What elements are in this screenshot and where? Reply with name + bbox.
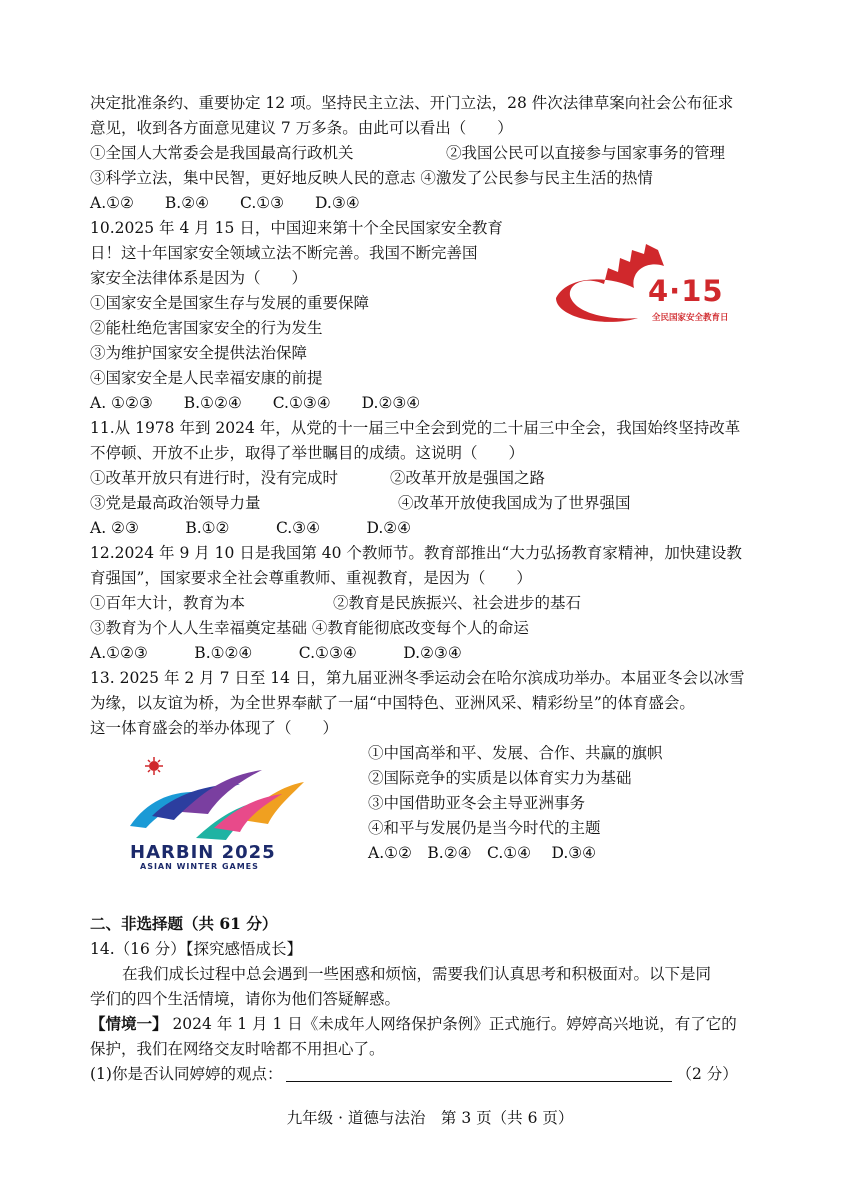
scenario-label: 【情境一】	[90, 1014, 168, 1033]
harbin-emblem-icon	[122, 754, 312, 842]
option-3-4: ③教育为个人人生幸福奠定基础 ④教育能彻底改变每个人的命运	[90, 619, 529, 637]
text-line: 这一体育盛会的举办体现了（ ）	[90, 719, 339, 737]
option-3: ③中国借助亚冬会主导亚洲事务	[368, 794, 586, 812]
sub-question-prompt: (1)你是否认同婷婷的观点：	[90, 1065, 283, 1083]
answer-choices: A.①② B.②④ C.①④ D.③④	[368, 844, 597, 862]
text-line: 日！这十年国家安全领域立法不断完善。我国不断完善国	[90, 244, 478, 262]
question-10-stem: 10.2025 年 4 月 15 日，中国迎来第十个全民国家安全教育	[90, 219, 503, 237]
points-label: （2 分）	[676, 1065, 738, 1083]
logo-number: 4·15	[648, 274, 724, 308]
option-2: ②能杜绝危害国家安全的行为发生	[90, 319, 323, 337]
option-3-4: ③科学立法，集中民智，更好地反映人民的意志 ④激发了公民参与民主生活的热情	[90, 169, 653, 187]
answer-choices: A. ②③ B.①② C.③④ D.②④	[90, 519, 412, 537]
text-line: 育强国”，国家要求全社会尊重教师、重视教育，是因为（ ）	[90, 569, 532, 587]
option-2: ②国际竞争的实质是以体育实力为基础	[368, 769, 632, 787]
option-4: ④改革开放使我国成为了世界强国	[398, 494, 631, 512]
answer-choices: A. ①②③ B.①②④ C.①③④ D.②③④	[90, 394, 421, 412]
option-2: ②我国公民可以直接参与国家事务的管理	[446, 144, 726, 162]
paragraph: 在我们成长过程中总会遇到一些困惑和烦恼，需要我们认真思考和积极面对。以下是同	[122, 965, 712, 983]
scenario-text: 2024 年 1 月 1 日《未成年人网络保护条例》正式施行。婷婷高兴地说，有了它的	[167, 1015, 737, 1033]
option-1: ①国家安全是国家生存与发展的重要保障	[90, 294, 370, 312]
option-3: ③为维护国家安全提供法治保障	[90, 344, 308, 362]
scenario-line	[90, 1013, 737, 1035]
answer-blank[interactable]	[286, 1065, 672, 1082]
option-2: ②改革开放是强国之路	[390, 469, 546, 487]
question-13-stem: 13. 2025 年 2 月 7 日至 14 日，第九届亚洲冬季运动会在哈尔滨成功举办。本届亚冬会以冰雪	[90, 669, 745, 687]
question-14-heading: 14.（16 分）【探究感悟成长】	[90, 940, 303, 958]
harbin-2025-logo	[122, 754, 312, 874]
option-1: ①百年大计，教育为本	[90, 594, 246, 612]
text-line: 决定批准条约、重要协定 12 项。坚持民主立法、开门立法，28 件次法律草案向社会公布征求	[90, 94, 734, 112]
national-security-day-logo	[546, 238, 746, 328]
question-9-stem: 意见，收到各方面意见建议 7 万多条。由此可以看出（ ）	[90, 119, 513, 137]
sub-question-1	[90, 1063, 738, 1085]
text-line: 不停顿、开放不止步，取得了举世瞩目的成绩。这说明（ ）	[90, 444, 525, 462]
option-4: ④国家安全是人民幸福安康的前提	[90, 369, 323, 387]
harbin-subtitle: ASIAN WINTER GAMES	[140, 862, 259, 871]
answer-choices: A.①②③ B.①②④ C.①③④ D.②③④	[90, 644, 462, 662]
harbin-title: HARBIN 2025	[130, 842, 276, 863]
logo-caption: 全民国家安全教育日	[652, 313, 729, 323]
page-footer: 九年级 · 道德与法治 第 3 页（共 6 页）	[286, 1109, 574, 1127]
text-line: 家安全法律体系是因为（ ）	[90, 269, 308, 287]
section-heading: 二、非选择题（共 61 分）	[90, 914, 278, 933]
option-2: ②教育是民族振兴、社会进步的基石	[333, 594, 582, 612]
text-line: 学们的四个生活情境，请你为他们答疑解惑。	[90, 990, 401, 1008]
option-1: ①改革开放只有进行时，没有完成时	[90, 469, 339, 487]
text-line: 为缘，以友谊为桥，为全世界奉献了一届“中国特色、亚洲风采、精彩纷呈”的体育盛会。	[90, 694, 695, 712]
text-line: 保护，我们在网络交友时啥都不用担心了。	[90, 1040, 385, 1058]
option-1: ①全国人大常委会是我国最高行政机关	[90, 144, 354, 162]
option-4: ④和平与发展仍是当今时代的主题	[368, 819, 601, 837]
question-12-stem: 12.2024 年 9 月 10 日是我国第 40 个教师节。教育部推出“大力弘扬教育家精神，加快建设教	[90, 544, 742, 562]
question-11-stem: 11.从 1978 年到 2024 年，从党的十一届三中全会到党的二十届三中全会，我国始终坚持改革	[90, 419, 741, 437]
option-3: ③党是最高政治领导力量	[90, 494, 261, 512]
answer-choices: A.①② B.②④ C.①③ D.③④	[90, 194, 360, 212]
option-1: ①中国高举和平、发展、合作、共赢的旗帜	[368, 744, 663, 762]
